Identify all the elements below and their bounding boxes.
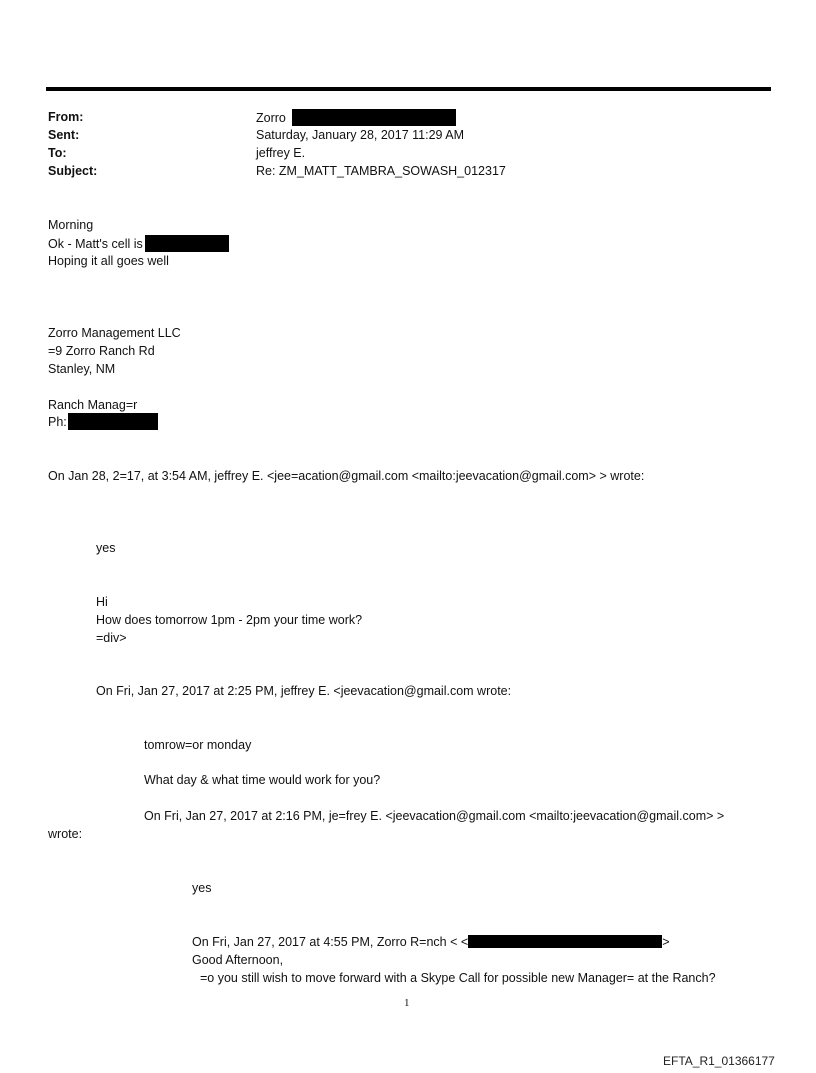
quote3-wrote: wrote:: [48, 827, 83, 841]
to-label: To:: [48, 146, 67, 160]
quote4-gt: >: [662, 935, 670, 949]
phone-label: Ph:: [48, 415, 67, 429]
good-afternoon-line: Good Afternoon,: [192, 953, 284, 967]
quote3-header: On Fri, Jan 27, 2017 at 2:16 PM, je=frey E. <jeevacation@gmail.com <mailto:jeevacation@gmail.com> >: [144, 809, 725, 823]
from-value: [256, 109, 456, 126]
signature-company: Zorro Management LLC: [48, 326, 181, 340]
reply1: yes: [96, 541, 116, 555]
reply2: tomrow=or monday: [144, 738, 252, 752]
reply3: yes: [192, 881, 212, 895]
header-rule: [46, 87, 771, 91]
redaction-box: [468, 935, 662, 948]
div-tag-line: =div>: [96, 631, 127, 645]
quote2-header: On Fri, Jan 27, 2017 at 2:25 PM, jeffrey E. <jeevacation@gmail.com wrote:: [96, 684, 512, 698]
redaction-box: [145, 235, 229, 252]
from-name: Zorro: [256, 111, 286, 125]
skype-line: =o you still wish to move forward with a Skype Call for possible new Manager= at the Ranch?: [200, 971, 716, 985]
to-value: jeffrey E.: [256, 146, 306, 160]
question-line: How does tomorrow 1pm - 2pm your time work?: [96, 613, 363, 627]
hope-line: Hoping it all goes well: [48, 254, 169, 268]
quote4-header: [192, 934, 670, 950]
quote4-lt: <: [460, 935, 469, 949]
subject-label: Subject:: [48, 164, 98, 178]
signature-title: Ranch Manag=r: [48, 398, 138, 412]
signature-address: =9 Zorro Ranch Rd: [48, 344, 155, 358]
cell-line: [48, 235, 229, 252]
signature-phone: [48, 413, 158, 430]
signature-city: Stanley, NM: [48, 362, 116, 376]
page-number: 1: [404, 997, 410, 1009]
redaction-box: [292, 109, 456, 126]
what-day-line: What day & what time would work for you?: [144, 773, 381, 787]
hi-line: Hi: [96, 595, 108, 609]
cell-line-text: Ok - Matt's cell is: [48, 237, 143, 251]
footer-id: EFTA_R1_01366177: [663, 1054, 775, 1068]
subject-value: Re: ZM_MATT_TAMBRA_SOWASH_012317: [256, 164, 506, 178]
redaction-box: [68, 413, 158, 430]
quote1-header: On Jan 28, 2=17, at 3:54 AM, jeffrey E. <jee=acation@gmail.com <mailto:jeevacation@gmail.com> > wrote:: [48, 469, 645, 483]
sent-label: Sent:: [48, 128, 80, 142]
sent-value: Saturday, January 28, 2017 11:29 AM: [256, 128, 465, 142]
greeting: Morning: [48, 218, 94, 232]
from-label: From:: [48, 110, 84, 124]
quote4-header-text: On Fri, Jan 27, 2017 at 4:55 PM, Zorro R=nch <: [192, 935, 458, 949]
